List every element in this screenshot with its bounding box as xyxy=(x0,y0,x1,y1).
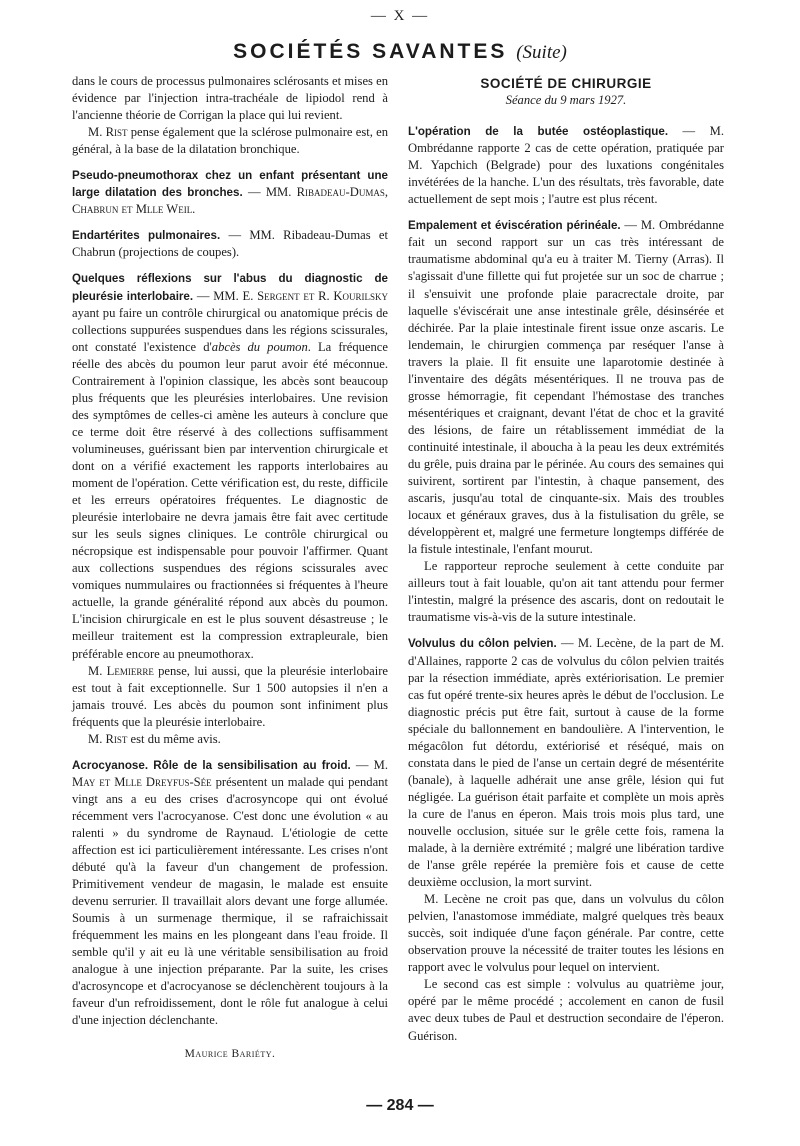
roman-page-number: — X — xyxy=(370,8,430,24)
section-title: Endartérites pulmonaires. xyxy=(72,229,221,243)
section-title: L'opération de la butée ostéoplastique. xyxy=(408,125,669,139)
section-volvulus: Volvulus du côlon pelvien. — M. Lecène, de la part de M. d'Allaines, rapporte 2 cas de volvulus du côlon pelvien traités par la résection immédiate, après extériorisation. Le premier cas fut opéré trente-six heures après le début de l'occlusion. Le diagnostic précis put être fait, surtout à cause de la forme spéciale du ballonnement en bandoulière. A l'intervention, le mégacôlon fut détordu, extériorisé et réséqué, mais on constata dans le pied de l'anse un certain degré de mésentérite (banale), à laquelle adhérait une anse grêle, lésion qui fut négligée. La guérison était parfaite et complète un mois après la cure de l'anus en éperon. Mais trois mois plus tard, une nouvelle occlusion, située sur le grêle cette fois, ramena la malade, à la dernière extrémité ; malgré une libération tardive de l'anse grêle repérée la première fois et cause de cette deuxième occlusion, la mort survint. xyxy=(408,636,724,890)
paragraph-rist-2: M. Rist est du même avis. xyxy=(88,731,221,746)
section-empalement: Empalement et éviscération périnéale. — M. Ombrédanne fait un second rapport sur un cas très intéressant de traumatisme abdominal qu'a eu à traiter M. Tierny (Arras). Il s'agissait d'une fillette qui fut projetée sur un soc de charrue ; il s'ensuivit une profonde plaie paracrectale droite, par laquelle s'éviscérait une anse intestinale grêle, désinsérée et déchirée. Par la plaie intestinale firent issue onze ascaris. Le lendemain, le chirurgien commença par reséquer l'anse à travers la plaie. Il fit ensuite une laparotomie destinée à l'inventaire des dégâts mésentériques. Il ne trouva pas de grosse hémorragie, fit cependant l'hémostase des tranches mésentériques et craignant, devant l'état de choc et la gravité des lésions, de faire un rétablissement immédiat de la continuité intestinale, il aboucha à la peau les deux extrémités du grêle, puis draina par le périnée. Au cours des semaines qui suivirent, sortirent par l'intestin, à chaque pansement, des ascaris, jusqu'au total de cinquante-six. Mais des troubles locaux et généraux graves, dus à la fistulisation du grêle, se développèrent et, malgré une fermeture longtemps différée de la fistule intestinale, l'enfant mourut. xyxy=(408,218,724,557)
right-column xyxy=(408,73,724,1045)
paragraph-lecene: M. Lecène ne croit pas que, dans un volvulus du côlon pelvien, l'anastomose immédiate, malgré quelques très beaux succès, soit indiquée d'une façon générale. Par contre, cette observation prouve la nécessité de traiter toutes les lésions en rapport avec le volvulus pour lequel on intervient. xyxy=(408,892,724,975)
paragraph-rapporteur: Le rapporteur reproche seulement à cette conduite par ailleurs tout à fait louable, qu'on ait tant attendu pour fermer l'intestin, malgré la présence des ascaris, dont on redoutait le traumatisme vis-à-vis de la suture intestinale. xyxy=(408,559,724,625)
left-column xyxy=(72,73,388,1063)
section-title: Volvulus du côlon pelvien. xyxy=(408,637,557,651)
section-endarterites: Endartérites pulmonaires. — MM. Ribadeau-Dumas et Chabrun (projections de coupes). xyxy=(72,228,388,260)
paragraph-rist: M. Rist pense également que la sclérose pulmonaire est, en général, à la base de la dilatation bronchique. xyxy=(72,125,388,157)
paragraph-lemierre: M. Lemierre pense, lui aussi, que la pleurésie interlobaire est tout à fait exceptionnelle. Sur 1 500 autopsies il n'en a jamais trouvé. Les abcès du poumon sont infiniment plus fréquents que la pleurésie interlobaire. xyxy=(72,663,389,729)
title-text: SOCIÉTÉS SAVANTES xyxy=(233,40,508,63)
section-butee: L'opération de la butée ostéoplastique. — M. Ombrédanne rapporte 2 cas de cette opération, pratiquée par M. Yapchich (Belgrade) pour des luxations congénitales invétérées de la hanche. L'un des résultats, très favorable, date actuellement de sept mois ; l'autre est plus récent. xyxy=(408,124,724,207)
running-title xyxy=(0,40,800,64)
section-title: Pseudo-pneumothorax chez un enfant présentant une large dilatation des bronches. xyxy=(72,169,388,200)
society-title: SOCIÉTÉ DE CHIRURGIE xyxy=(480,76,652,91)
section-title: Quelques réflexions sur l'abus du diagnostic de pleurésie interlobaire. xyxy=(72,272,388,303)
paragraph-continuation: dans le cours de processus pulmonaires sclérosants et mises en évidence par l'injection intra-trachéale de lipiodol rend à l'ancienne théorie de Corrigan la place qui lui revient. xyxy=(72,74,388,123)
paragraph-second-case: Le second cas est simple : volvulus au quatrième jour, opéré par le même procédé ; accolement en canon de fusil avec deux tubes de Paul et destruction secondaire de l'éperon. Guérison. xyxy=(408,977,724,1043)
title-suite: (Suite) xyxy=(516,42,567,63)
author-signature: Maurice Bariéty. xyxy=(184,1047,276,1060)
page-number: — 284 — xyxy=(366,1097,434,1114)
section-pseudo-pneumothorax: Pseudo-pneumothorax chez un enfant présentant une large dilatation des bronches. — MM. Ribadeau-Dumas, Chabrun et Mlle Weil. xyxy=(72,169,388,217)
section-acrocyanose: Acrocyanose. Rôle de la sensibilisation au froid. — M. May et Mlle Dreyfus-Sée présentent un malade qui pendant vingt ans a eu des crises d'acrosyncope qui ont évolué récemment vers l'acrocyanose. C'est donc une évolution « au ralenti » du syndrome de Raynaud. L'étiologie de cette affection est ici particulièrement intéressante. Les crises n'ont débuté qu'à la faveur d'un changement de profession. Primitivement vendeur de magasin, le malade est ensuite devenu serrurier. Il travaillait alors devant une forge allumée. Soumis à un surmenage thermique, il se rafraichissait fréquemment les mains en les plongeant dans l'eau froide. Il semble qu'il y ait eu là une véritable sensibilisation au froid analogue à une injection préparante. Par la suite, les crises d'acrosyncope et d'acrocyanose se déclenchèrent toujours à la faveur d'un refroidissement, dont le rôle fut analogue à celui d'une injection déclenchante. xyxy=(72,757,388,1028)
section-title: Empalement et éviscération périnéale. xyxy=(408,219,621,233)
session-date: Séance du 9 mars 1927. xyxy=(505,93,627,108)
section-pleuresie: Quelques réflexions sur l'abus du diagnostic de pleurésie interlobaire. — MM. E. Sergent et R. Kourilsky ayant pu faire un contrôle chirurgical ou anatomique précis de collections suppurées suspendues dans les régions scissurales, ont constaté l'existence d'abcès du poumon. La fréquence réelle des abcès du poumon leur parut avoir été méconnue. Contrairement à l'opinion classique, les abcès sont beaucoup plus fréquents que les pleurésies interlobaires. Une revision des symptômes de celles-ci amène les auteurs à conclure que ce terme doit être réservé à des collections suffisamment volumineuses, guérissant bien par intervention chirurgicale et dont on a vérifié exactement les rapports interlobaires au moment de l'opération. Cette vérification est, du reste, difficile et les erreurs opératoires fréquentes. Le diagnostic de pleurésie interlobaire ne devra jamais être fait avec certitude sur les seuls signes cliniques. Le contrôle chirurgical ou nécropsique est indispensable pour pouvoir l'affirmer. Quant aux collections suspendues des régions scissurales avec vomiques nummulaires ou fractionnées si fréquentes à l'heure actuelle, la grande généralité répond aux abcès du poumon. L'incision chirurgicale en est le plus souvent désastreuse ; le meilleur traitement est la compression extrapleurale, bien préférable encore au pneumothorax. xyxy=(72,272,389,661)
section-title: Acrocyanose. Rôle de la sensibilisation au froid. xyxy=(72,758,351,772)
